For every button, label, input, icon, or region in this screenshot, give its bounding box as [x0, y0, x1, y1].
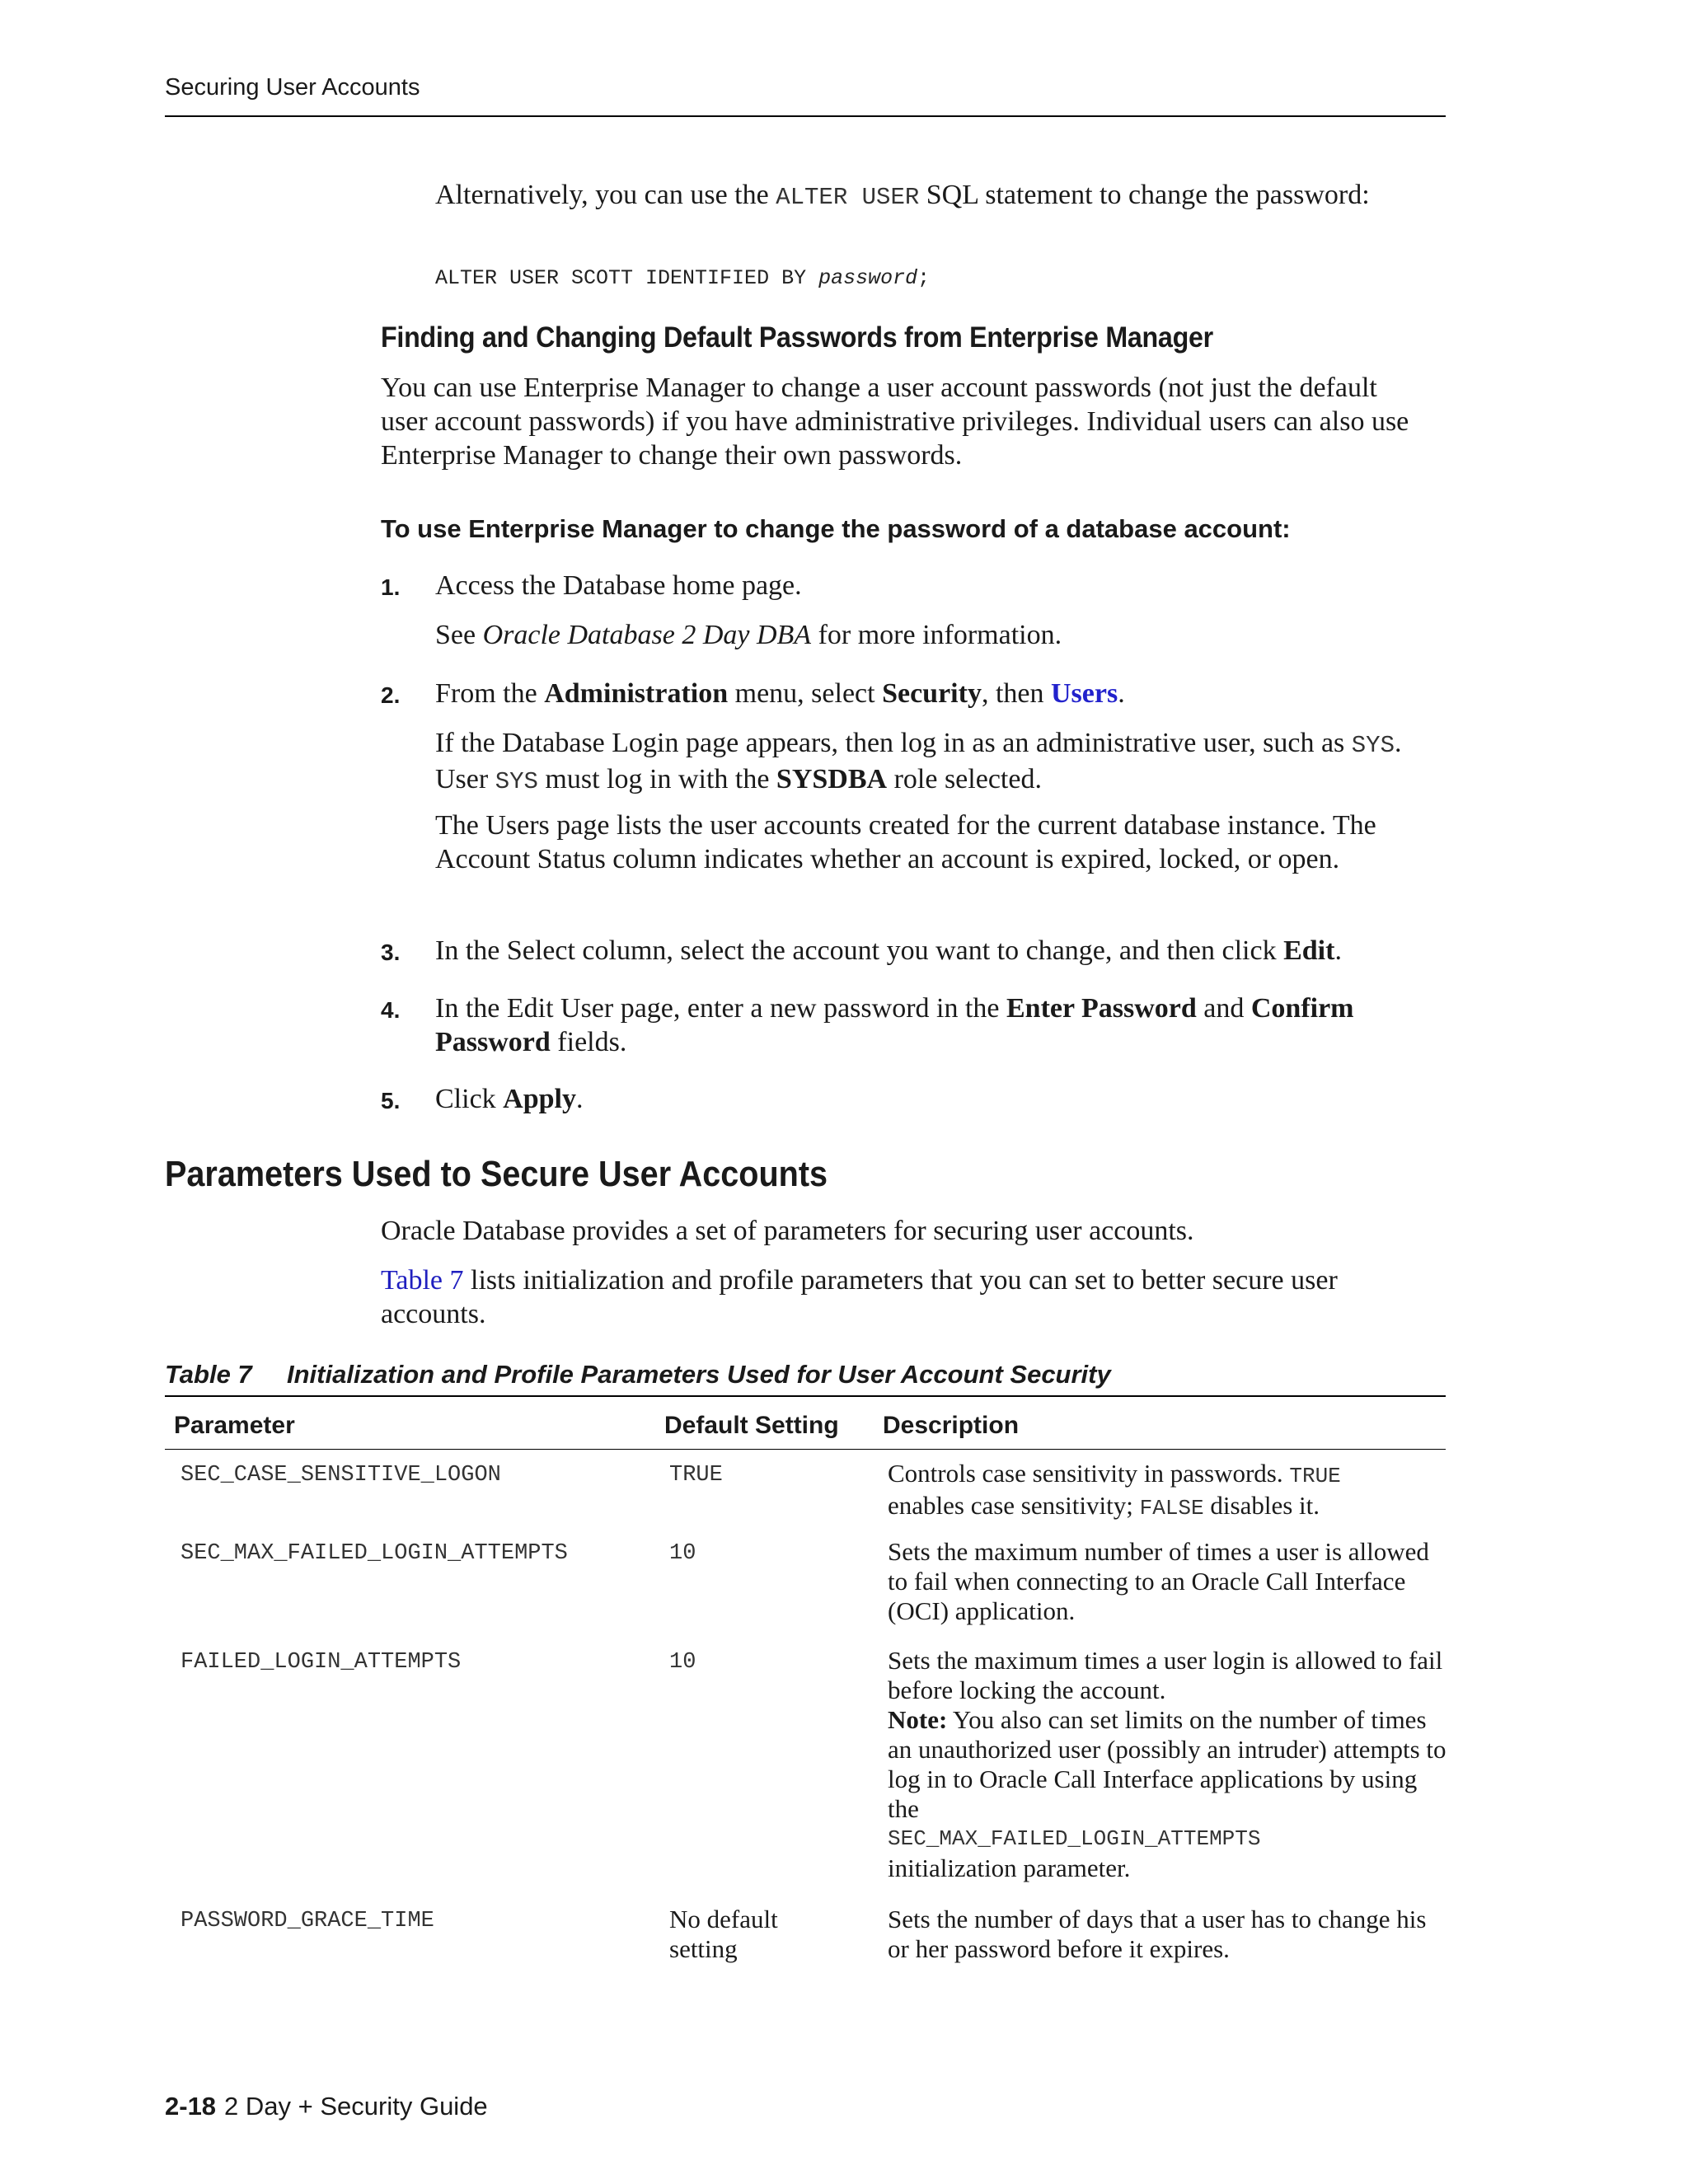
- step-4-text-part: In the Edit User page, enter a new password in the: [435, 993, 1006, 1024]
- description-cell: Sets the number of days that a user has to change his or her password before it expires.: [888, 1905, 1427, 1963]
- parameter-cell: SEC_CASE_SENSITIVE_LOGON: [181, 1463, 501, 1488]
- book-title: 2 Day + Security Guide: [224, 2092, 488, 2121]
- step-3-text: [435, 934, 1342, 968]
- book-reference: Oracle Database 2 Day DBA: [482, 620, 812, 650]
- default-setting-cell: 10: [669, 1650, 696, 1675]
- page-number: 2-18: [165, 2092, 217, 2121]
- step-2-number: 2.: [381, 682, 401, 708]
- users-link[interactable]: Users: [1050, 678, 1118, 709]
- note-text: You also can set limits on the number of times an unauthorized user (possibly an intruder) attempts to log in to Oracle Call Interface applications by using the: [888, 1705, 1447, 1823]
- description-cell: [888, 1459, 1448, 1523]
- finding-passwords-paragraph: You can use Enterprise Manager to change a user account passwords (not just the default user account passwords) if you have administrative privileges. Individual users can also use Enterprise Manager to change their own passwords.: [381, 373, 1409, 471]
- parameter-cell: SEC_MAX_FAILED_LOGIN_ATTEMPTS: [181, 1541, 568, 1566]
- parameters-intro: Oracle Database provides a set of parameters for securing user accounts.: [381, 1216, 1194, 1246]
- apply-button-ref: Apply: [503, 1084, 576, 1114]
- step-4-text-part: and: [1196, 993, 1251, 1024]
- desc-text-part: disables it.: [1203, 1491, 1320, 1520]
- step-5-text: [435, 1082, 584, 1116]
- step-3-number: 3.: [381, 940, 401, 965]
- code-line-var: password: [818, 266, 918, 290]
- column-header-parameter: Parameter: [174, 1412, 295, 1439]
- parameter-cell: PASSWORD_GRACE_TIME: [181, 1909, 434, 1933]
- step-1-see-also: [435, 618, 1062, 652]
- step-2-login-note: [435, 726, 1437, 799]
- step-3-text-part: In the Select column, select the account you want to change, and then click: [435, 935, 1284, 966]
- parameters-table-ref-paragraph: [381, 1263, 1444, 1331]
- procedure-title: To use Enterprise Manager to change the password of a database account:: [381, 514, 1291, 543]
- note-tail: initialization parameter.: [888, 1854, 1131, 1882]
- note-label: Note:: [888, 1705, 948, 1734]
- table-caption: [165, 1360, 1111, 1390]
- login-text-part: If the Database Login page appears, then log in as an administrative user, such as: [435, 728, 1352, 758]
- step-2-text-part: .: [1118, 678, 1125, 709]
- step-2-text-part: menu, select: [728, 678, 883, 709]
- step-2-text-part: , then: [981, 678, 1051, 709]
- sysdba-role-ref: SYSDBA: [776, 764, 888, 794]
- description-cell: Sets the maximum number of times a user is allowed to fail when connecting to an Oracle Call Interface (OCI) application.: [888, 1537, 1429, 1625]
- step-4-text: [435, 991, 1437, 1059]
- step-5-number: 5.: [381, 1088, 401, 1113]
- login-text-part: . User: [435, 728, 1402, 794]
- alter-user-inline-code: ALTER USER: [776, 184, 920, 211]
- login-text-part: role selected.: [887, 764, 1042, 794]
- alter-user-paragraph: [435, 178, 1424, 214]
- column-header-default-setting: Default Setting: [664, 1412, 839, 1439]
- code-line-prefix: ALTER USER SCOTT IDENTIFIED BY: [435, 266, 819, 290]
- sys-inline-code: SYS: [495, 768, 538, 795]
- false-inline-code: FALSE: [1139, 1496, 1204, 1521]
- desc-text-part: Controls case sensitivity in passwords.: [888, 1459, 1290, 1488]
- step-1-text: Access the Database home page.: [435, 570, 802, 601]
- step-2-text-part: From the: [435, 678, 545, 709]
- column-header-description: Description: [883, 1412, 1020, 1439]
- default-setting-cell: 10: [669, 1541, 696, 1566]
- alt-text-before: Alternatively, you can use the: [435, 180, 776, 210]
- login-text-part: must log in with the: [537, 764, 776, 794]
- desc-text-part: Sets the maximum times a user login is allowed to fail before locking the account.: [888, 1646, 1443, 1704]
- table-header-rule: [165, 1449, 1446, 1450]
- default-setting-cell: No default setting: [669, 1905, 778, 1963]
- table-ref-text: lists initialization and profile parameters that you can set to better secure user accounts.: [381, 1265, 1338, 1329]
- edit-button-ref: Edit: [1283, 935, 1335, 966]
- see-prefix: See: [435, 620, 483, 650]
- table-7-link[interactable]: Table 7: [381, 1265, 464, 1296]
- note-inline-code: SEC_MAX_FAILED_LOGIN_ATTEMPTS: [888, 1826, 1261, 1851]
- step-2-users-page-note: The Users page lists the user accounts created for the current database instance. The Account Status column indicates whether an account is expired, locked, or open.: [435, 810, 1376, 874]
- section-heading-finding-passwords: Finding and Changing Default Passwords from Enterprise Manager: [381, 321, 1213, 354]
- default-setting-cell: TRUE: [669, 1463, 723, 1488]
- step-4-text-part: fields.: [550, 1027, 627, 1057]
- administration-menu-ref: Administration: [544, 678, 729, 709]
- sys-inline-code: SYS: [1351, 732, 1395, 759]
- table-top-rule: [165, 1395, 1446, 1397]
- code-line-suffix: ;: [917, 266, 931, 290]
- running-header: Securing User Accounts: [165, 74, 420, 101]
- step-5-text-part: .: [576, 1084, 584, 1114]
- section-heading-parameters: Parameters Used to Secure User Accounts: [165, 1154, 828, 1194]
- step-1-number: 1.: [381, 574, 401, 600]
- alter-user-code-example: [435, 265, 930, 292]
- enter-password-field-ref: Enter Password: [1006, 993, 1197, 1024]
- desc-text-part: enables case sensitivity;: [888, 1491, 1140, 1520]
- see-suffix: for more information.: [811, 620, 1062, 650]
- confirm-password-field-ref: Confirm Password: [435, 993, 1354, 1057]
- step-4-number: 4.: [381, 997, 401, 1023]
- header-rule: [165, 115, 1446, 117]
- true-inline-code: TRUE: [1289, 1464, 1341, 1488]
- step-3-text-part: .: [1334, 935, 1342, 966]
- step-5-text-part: Click: [435, 1084, 504, 1114]
- parameter-cell: FAILED_LOGIN_ATTEMPTS: [181, 1650, 462, 1675]
- step-2-text: [435, 677, 1125, 710]
- table-caption-title: Initialization and Profile Parameters Used for User Account Security: [287, 1360, 1111, 1389]
- table-caption-label: Table 7: [165, 1360, 252, 1389]
- security-menu-ref: Security: [882, 678, 982, 709]
- page-footer: [165, 2092, 488, 2121]
- description-cell: [888, 1646, 1448, 1883]
- alt-text-after: SQL statement to change the password:: [919, 180, 1370, 210]
